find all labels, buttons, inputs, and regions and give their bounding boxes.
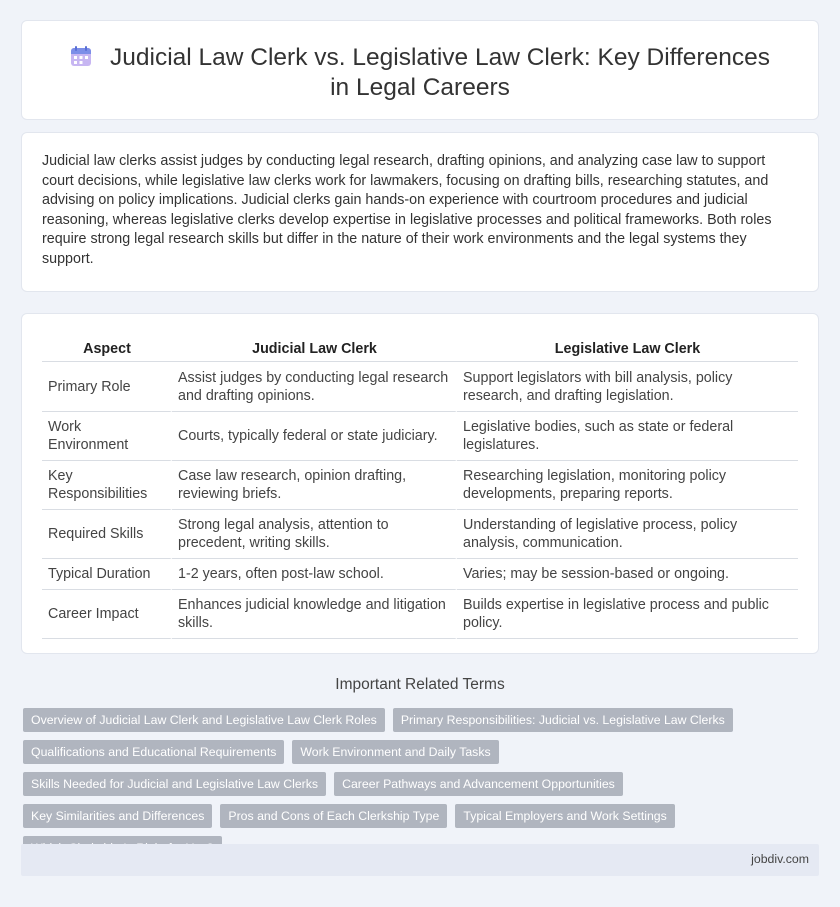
related-term-tag[interactable]: Work Environment and Daily Tasks [292,740,498,764]
table-cell: Career Impact [42,590,172,639]
table-cell: Enhances judicial knowledge and litigation skills. [172,590,457,639]
table-cell: Support legislators with bill analysis, policy research, and drafting legislation. [457,362,798,412]
table-header-row [42,334,798,362]
related-term-tag[interactable]: Qualifications and Educational Requirements [23,740,284,764]
table-cell: Assist judges by conducting legal research and drafting opinions. [172,362,457,412]
table-row [42,559,798,590]
table-cell: 1-2 years, often post-law school. [172,559,457,590]
related-term-tag[interactable]: Pros and Cons of Each Clerkship Type [220,804,447,828]
table-cell: Builds expertise in legislative process and public policy. [457,590,798,639]
comparison-table [42,334,798,639]
header-aspect: Aspect [42,334,172,362]
comparison-card [21,313,819,654]
footer [21,844,819,876]
table-cell: Typical Duration [42,559,172,590]
intro-card [21,132,819,292]
page-title [62,43,778,103]
table-cell: Strong legal analysis, attention to precedent, writing skills. [172,510,457,559]
table-cell: Courts, typically federal or state judiciary. [172,412,457,461]
table-row [42,510,798,559]
table-cell: Work Environment [42,412,172,461]
table-cell: Key Responsibilities [42,461,172,510]
related-term-tag[interactable]: Skills Needed for Judicial and Legislative Law Clerks [23,772,326,796]
related-term-tag[interactable]: Key Similarities and Differences [23,804,212,828]
intro-paragraph: Judicial law clerks assist judges by conducting legal research, drafting opinions, and analyzing case law to support court decisions, while legislative law clerks work for lawmakers, focusing on drafting bills, researching statutes, and advising on policy implications. Judicial clerks gain hands-on experience with courtroom procedures and judicial reasoning, whereas legislative clerks develop expertise in legislative processes and political frameworks. Both roles require strong legal research skills but differ in the nature of their work environments and the legal systems they support. [42,153,772,267]
title-text: Judicial Law Clerk vs. Legislative Law Clerk: Key Differences in Legal Careers [110,44,770,101]
table-row [42,461,798,510]
footer-site-link[interactable]: jobdiv.com [751,852,809,866]
table-cell: Required Skills [42,510,172,559]
table-cell: Understanding of legislative process, policy analysis, communication. [457,510,798,559]
table-cell: Legislative bodies, such as state or federal legislatures. [457,412,798,461]
related-term-tag[interactable]: Overview of Judicial Law Clerk and Legislative Law Clerk Roles [23,708,385,732]
calendar-icon [70,45,92,67]
table-cell: Varies; may be session-based or ongoing. [457,559,798,590]
table-row [42,412,798,461]
related-terms-title: Important Related Terms [335,676,505,693]
header-legislative: Legislative Law Clerk [457,334,798,362]
table-row [42,362,798,412]
table-row [42,590,798,639]
related-term-tag[interactable]: Career Pathways and Advancement Opportunities [334,772,623,796]
table-cell: Primary Role [42,362,172,412]
related-term-tag[interactable]: Primary Responsibilities: Judicial vs. Legislative Law Clerks [393,708,733,732]
header-judicial: Judicial Law Clerk [172,334,457,362]
table-cell: Researching legislation, monitoring policy developments, preparing reports. [457,461,798,510]
related-term-tag[interactable]: Typical Employers and Work Settings [455,804,674,828]
header-card [21,20,819,120]
table-cell: Case law research, opinion drafting, reviewing briefs. [172,461,457,510]
